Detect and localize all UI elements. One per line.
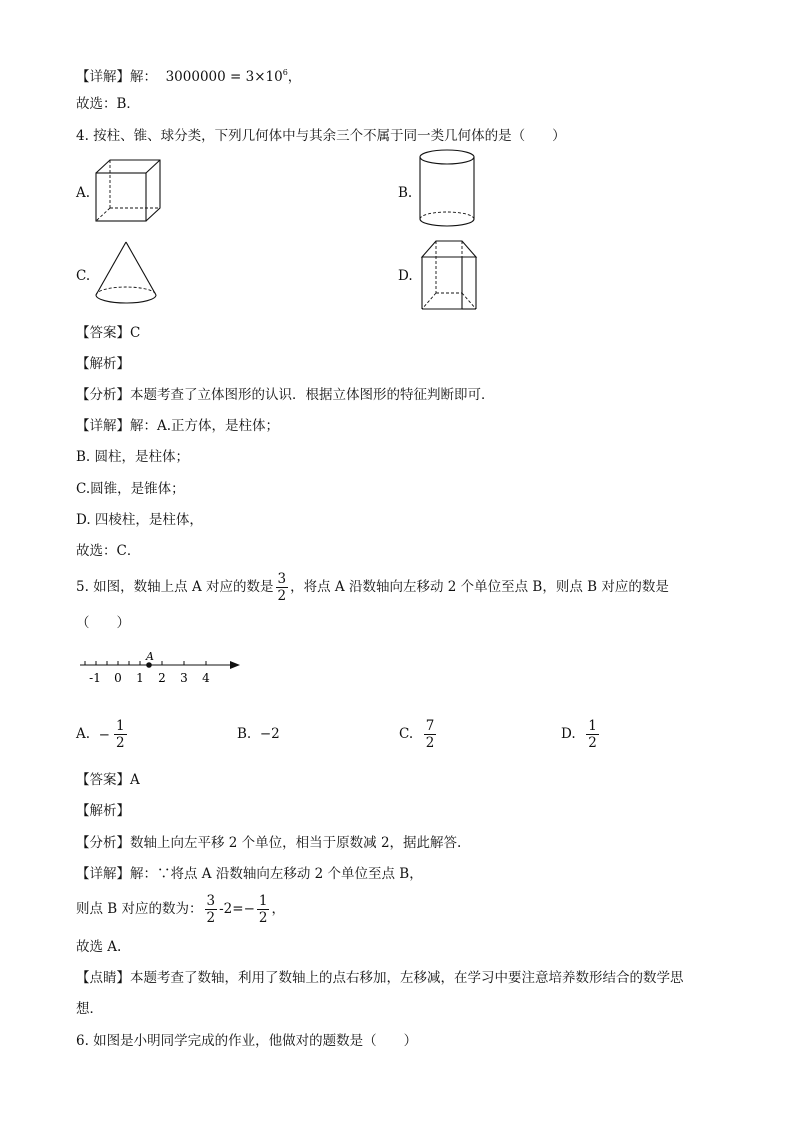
q4-detail-c: C.圆锥，是锥体； <box>76 481 185 497</box>
fraction <box>114 718 127 751</box>
calc-prefix: 则点 B 对应的数为： <box>76 901 203 917</box>
punctuation: ， <box>287 69 302 85</box>
tick-label: 4 <box>202 671 210 685</box>
denominator: 2 <box>588 735 597 751</box>
question-4-stem: 4. 按柱、锥、球分类，下列几何体中与其余三个不属于同一类几何体的是（ ） <box>76 128 566 144</box>
q4-detail-a: 【详解】解：A.正方体，是柱体； <box>76 418 280 434</box>
q4-detail-b: B. 圆柱，是柱体； <box>76 449 190 465</box>
denominator: 2 <box>206 910 216 926</box>
q5-option-a <box>76 716 129 753</box>
numerator: 7 <box>425 718 435 734</box>
q5-answer-paren: （ ） <box>76 615 130 631</box>
q5-option-d <box>561 716 601 752</box>
point-a-dot <box>146 662 152 668</box>
denominator: 2 <box>277 588 287 604</box>
q4-option-b-label: B. <box>398 185 413 201</box>
cube-figure <box>92 157 164 225</box>
option-label: D. <box>561 726 576 742</box>
tick-label: -1 <box>89 671 101 685</box>
q4-choose: 故选：C． <box>76 543 141 559</box>
q5-answer: 【答案】A <box>76 772 140 788</box>
q4-analysis: 【分析】本题考查了立体图形的认识．根据立体图形的特征判断即可． <box>76 387 495 403</box>
q5-detail: 【详解】解：∵将点 A 沿数轴向左移动 2 个单位至点 B， <box>76 866 423 882</box>
fraction <box>257 893 270 926</box>
q5-choose: 故选 A. <box>76 939 122 955</box>
tick-label: 0 <box>114 671 122 685</box>
q5-comment-line2: 想． <box>76 1001 103 1017</box>
cylinder-figure <box>416 147 478 233</box>
q4-answer: 【答案】C <box>76 325 141 341</box>
option-label: B. <box>237 726 252 742</box>
q4-detail-d: D. 四棱柱，是柱体， <box>76 512 203 528</box>
fraction <box>205 893 218 926</box>
numerator: 3 <box>277 571 287 587</box>
detail-tag: 【详解】 <box>76 69 130 85</box>
denominator: 2 <box>258 910 268 926</box>
fraction-three-halves <box>276 571 289 604</box>
cone-figure <box>90 238 162 310</box>
q4-option-c-label: C. <box>76 268 91 284</box>
question-6-stem: 6. 如图是小明同学完成的作业，他做对的题数是（ ） <box>76 1033 418 1049</box>
detail-line-q3 <box>76 64 301 86</box>
option-label: A. <box>76 726 91 742</box>
numerator: 1 <box>115 718 125 734</box>
axis-arrow-icon <box>230 661 240 669</box>
question-5-stem <box>76 569 669 605</box>
numerator: 3 <box>206 893 216 909</box>
q5-stem-post: ，将点 A 沿数轴向左移动 2 个单位至点 B，则点 B 对应的数是 <box>290 579 669 595</box>
choose-line-q3: 故选：B． <box>76 96 140 112</box>
denominator: 2 <box>115 735 125 751</box>
q5-option-b <box>237 716 280 752</box>
denominator: 2 <box>425 735 435 751</box>
q4-option-d-label: D. <box>398 268 413 284</box>
minus-sign: − <box>98 726 110 743</box>
solution-prefix: 解： <box>130 69 157 85</box>
calc-operator: -2=− <box>219 901 255 917</box>
numerator: 1 <box>258 893 268 909</box>
scientific-notation: 3000000 = 3×10 <box>165 69 283 85</box>
q5-jiexi-heading: 【解析】 <box>76 803 130 819</box>
q5-stem-pre: 5. 如图，数轴上点 A 对应的数是 <box>76 579 274 595</box>
punctuation: ， <box>271 901 285 917</box>
q5-comment-line1: 【点睛】本题考查了数轴，利用了数轴上的点右移加，左移减，在学习中要注意培养数形结合的数学思 <box>76 970 684 986</box>
quadrangular-prism-figure <box>416 238 482 314</box>
number-line-figure <box>76 648 246 688</box>
q5-analysis: 【分析】数轴上向左平移 2 个单位，相当于原数减 2，据此解答. <box>76 835 462 851</box>
tick-label: 2 <box>158 671 166 685</box>
q4-jiexi-heading: 【解析】 <box>76 356 130 372</box>
fraction <box>586 718 599 751</box>
tick-label: 1 <box>136 671 144 685</box>
point-a-label: A <box>146 650 154 663</box>
q5-calculation <box>76 891 285 927</box>
q4-option-a-label: A. <box>76 185 91 201</box>
option-value: −2 <box>259 726 280 742</box>
fraction <box>424 718 437 751</box>
tick-label: 3 <box>180 671 188 685</box>
numerator: 1 <box>588 718 597 734</box>
option-label: C. <box>399 726 414 742</box>
q5-option-c <box>399 716 438 752</box>
exponent: 6 <box>282 68 288 77</box>
